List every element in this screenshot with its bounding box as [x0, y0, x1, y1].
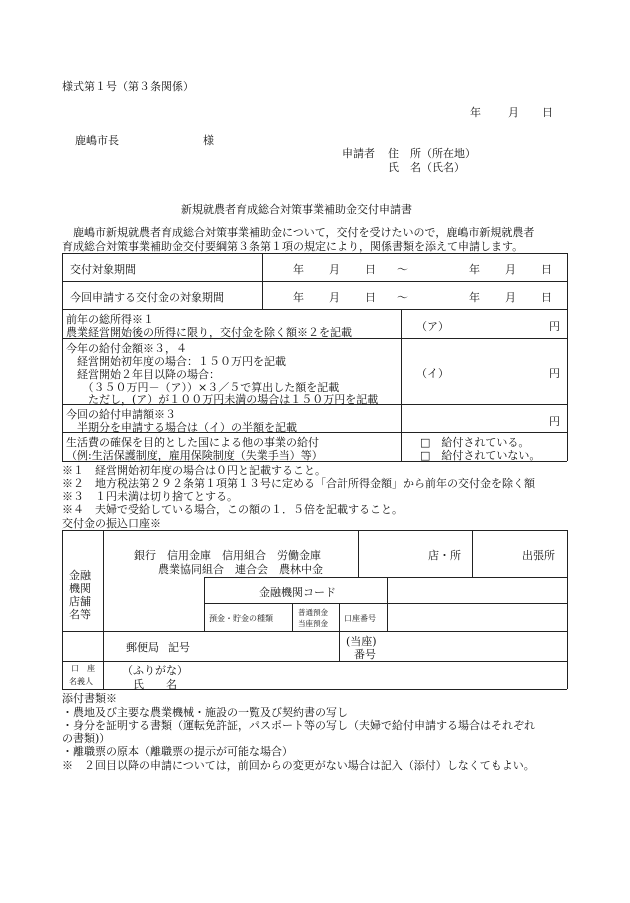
period-tilde: ～ [397, 291, 408, 304]
this-year-mark: （イ） [416, 367, 449, 380]
period-year-start: 年 [293, 263, 304, 276]
attachments-footnote: ※ ２回目以降の申請については，前回からの変更がない場合は記入（添付）しなくてもよい。 [62, 759, 535, 772]
addressee-name: 鹿嶋市長 [75, 134, 119, 147]
period-year-start: 年 [293, 291, 304, 304]
deposit-kind-ordinary: 普通預金 [298, 608, 328, 617]
institution-label-line: 名等 [69, 608, 91, 621]
date-day: 日 [542, 106, 553, 119]
period-month-start: 月 [329, 263, 340, 276]
date-month: 月 [508, 106, 519, 119]
period-day-end: 日 [541, 291, 552, 304]
period-year-end: 年 [469, 263, 480, 276]
period-label: 今回申請する交付金の対象期間 [70, 291, 224, 304]
this-year-note-1: 経営開始初年度の場合：１５０万円を記載 [66, 355, 286, 368]
this-year-note-4: ただし，(ア）が１００万円未満の場合は１５０万円を記載 [66, 393, 379, 406]
other-benefit-label: 生活費の確保を目的とした国による他の事業の給付 [66, 436, 319, 449]
note-3: ※３ １円未満は切り捨てとする。 [62, 490, 238, 503]
prev-income-note: 農業経営開始後の所得に限り，交付金を除く額※２を記載 [66, 326, 352, 339]
institution-label [69, 569, 91, 621]
institution-label-line: 金融 [69, 569, 91, 582]
this-time-label: 今回の給付申請額※３ [66, 408, 176, 421]
postal-symbol-label: 記号 [168, 641, 190, 654]
period-day-start: 日 [365, 291, 376, 304]
addressee-honorific: 様 [203, 134, 214, 147]
this-year-unit: 円 [549, 367, 560, 380]
account-holder-label-2: 名義人 [69, 677, 93, 686]
period-month-end: 月 [505, 291, 516, 304]
attachment-item: ・農地及び主要な農業機械・施設の一覧及び契約書の写し [62, 706, 348, 719]
postal-label: 郵便局 [126, 641, 159, 654]
deposit-type-label: 預金・貯金の種類 [209, 614, 273, 623]
period-year-end: 年 [469, 291, 480, 304]
this-time-note: 半期分を申請する場合は（イ）の半額を記載 [66, 421, 297, 434]
bank-types-line-2: 農業協同組合 連合会 農林中金 [158, 563, 323, 576]
account-number-label: 口座番号 [344, 614, 376, 623]
this-year-label: 今年の給付金額※３，４ [66, 342, 187, 355]
form-number: 様式第１号（第３条関係） [62, 80, 194, 93]
furigana-label: （ふりがな） [122, 664, 188, 677]
prev-income-label: 前年の総所得※１ [66, 313, 154, 326]
this-year-note-2: 経営開始２年目以降の場合： [66, 368, 220, 381]
institution-label-line: 店舗 [69, 595, 91, 608]
intro-line-1: 鹿嶋市新規就農者育成総合対策事業補助金について，交付を受けたいので，鹿嶋市新規就農者 [62, 226, 535, 239]
applicant-name-label: 氏 名（氏名） [388, 161, 465, 174]
applicant-address-label: 住 所（所在地） [388, 147, 476, 160]
other-benefit-note: （例:生活保護制度，雇用保険制度（失業手当）等） [66, 449, 323, 462]
this-time-unit: 円 [549, 415, 560, 428]
this-year-note-3: （３５０万円－（ア））×３／５で算出した額を記載 [66, 381, 340, 394]
attachment-item: ・身分を証明する書類（運転免許証，パスポート等の写し（夫婦で給付申請する場合はそれぞれ [62, 719, 535, 732]
intro-line-2: 育成総合対策事業補助金交付要綱第３条第１項の規定により，関係書類を添えて申請します。 [62, 240, 524, 253]
branch-types: 店・所 [428, 549, 461, 562]
attachments-heading: 添付書類※ [62, 692, 117, 705]
period-day-start: 日 [365, 263, 376, 276]
bank-code-label: 金融機関コード [259, 586, 336, 599]
postal-number-label-1: (当座) [346, 635, 377, 648]
benefit-received-checkbox[interactable]: □ 給付されている。 [420, 436, 530, 449]
postal-number-label-2: 番号 [354, 648, 376, 661]
prev-income-unit: 円 [549, 320, 560, 333]
account-holder-label-1: 口 座 [71, 664, 95, 673]
period-month-end: 月 [505, 263, 516, 276]
period-day-end: 日 [541, 263, 552, 276]
benefit-not-received-checkbox[interactable]: □ 給付されていない。 [420, 449, 541, 462]
date-year: 年 [470, 106, 481, 119]
bank-section-heading: 交付金の振込口座※ [62, 517, 161, 530]
institution-label-line: 機関 [69, 582, 91, 595]
note-1: ※１ 経営開始初年度の場合は０円と記載すること。 [62, 464, 326, 477]
deposit-kind-current: 当座預金 [298, 619, 328, 628]
attachment-item: の書類)） [62, 732, 111, 745]
bank-types-line-1: 銀行 信用金庫 信用組合 労働金庫 [134, 549, 321, 562]
page-title: 新規就農者育成総合対策事業補助金交付申請書 [181, 203, 412, 216]
applicant-label: 申請者 [342, 147, 375, 160]
note-2: ※２ 地方税法第２９２条第１項第１３号に定める「合計所得金額」から前年の交付金を除く額 [62, 477, 535, 490]
note-4: ※４ 夫婦で受給している場合，この額の１．５倍を記載すること。 [62, 503, 403, 516]
branch-office: 出張所 [522, 549, 555, 562]
period-month-start: 月 [329, 291, 340, 304]
period-label: 交付対象期間 [70, 263, 136, 276]
attachment-item: ・離職票の原本（離職票の提示が可能な場合） [62, 745, 293, 758]
prev-income-mark: （ア） [416, 320, 449, 333]
period-tilde: ～ [397, 263, 408, 276]
holder-name-label: 氏 名 [133, 678, 177, 691]
